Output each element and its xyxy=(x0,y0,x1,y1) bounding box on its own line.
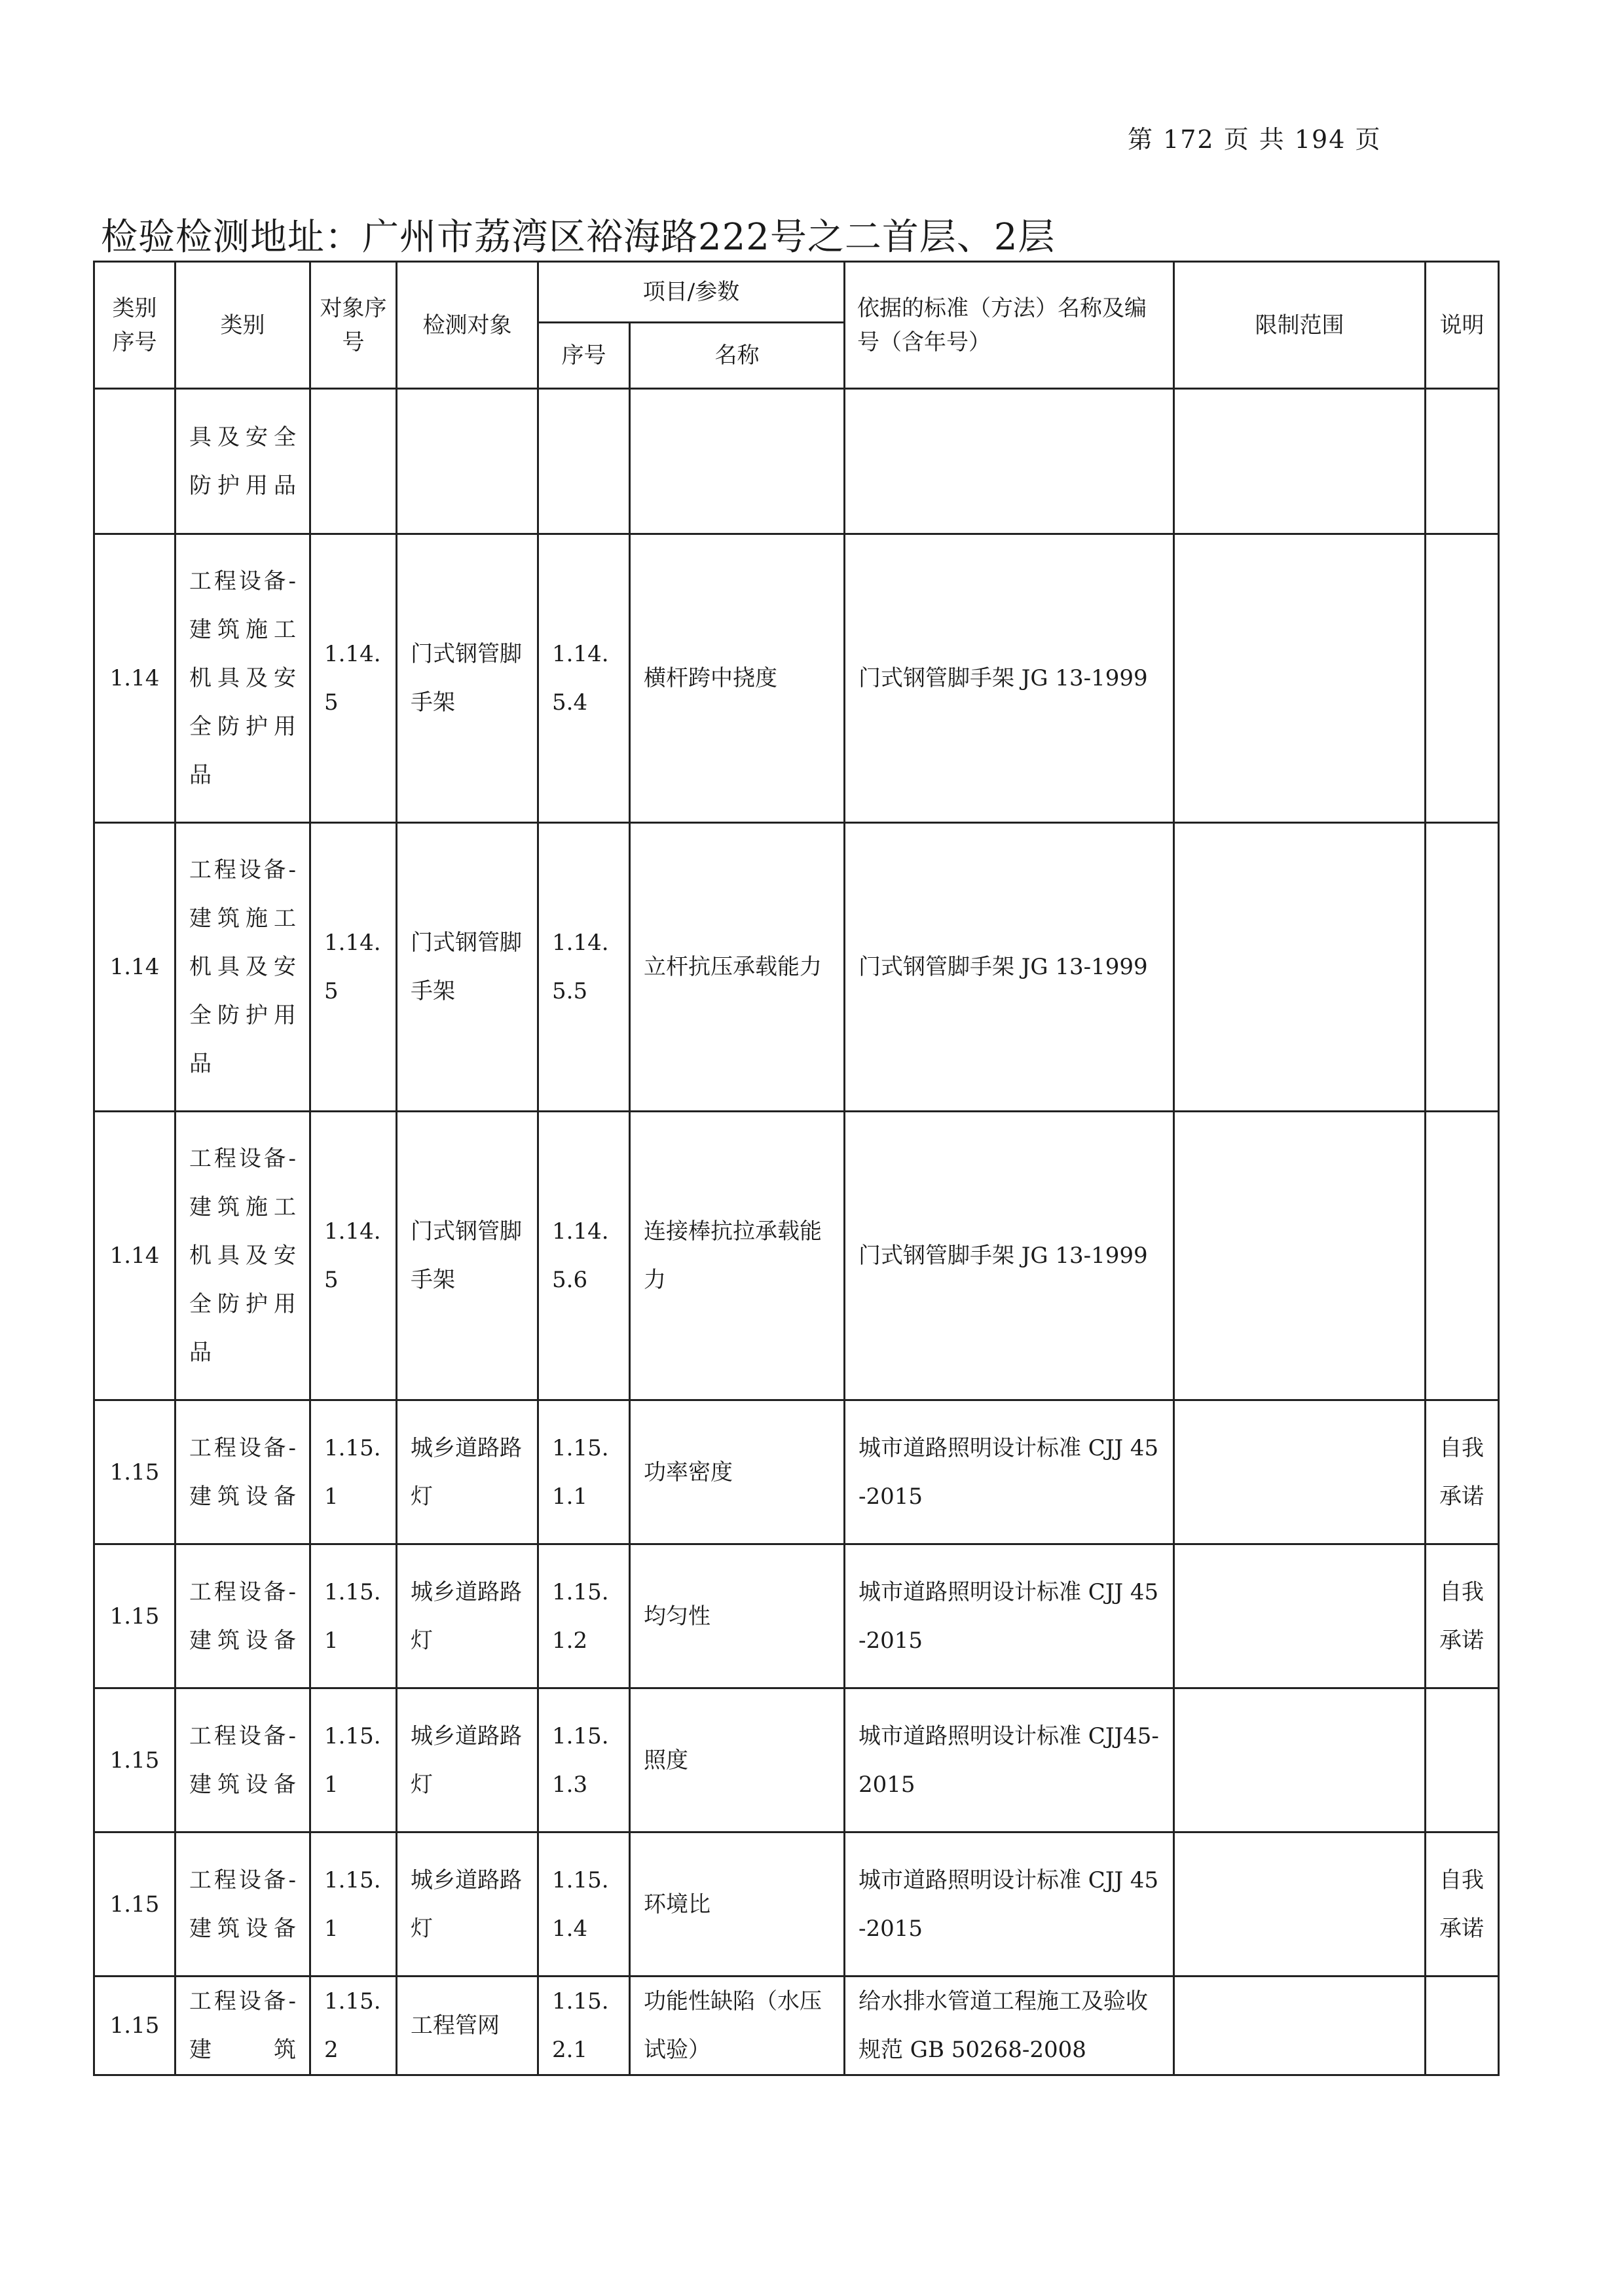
cell-cat-seq: 1.15 xyxy=(94,1832,175,1977)
header-note: 说明 xyxy=(1426,262,1499,389)
cell-cat: 工程设备-建筑设备 xyxy=(175,1832,310,1977)
cell-limit xyxy=(1174,1400,1426,1544)
cell-cat-seq xyxy=(94,389,175,534)
cell-item-seq: 1.14.5.5 xyxy=(538,823,630,1112)
cell-obj-seq: 1.14.5 xyxy=(310,823,397,1112)
table-row xyxy=(94,1977,1499,2075)
table-row xyxy=(94,1400,1499,1544)
cell-obj: 门式钢管脚手架 xyxy=(397,823,538,1112)
cell-obj-seq: 1.14.5 xyxy=(310,1112,397,1400)
cell-limit xyxy=(1174,1977,1426,2075)
cell-standard: 给水排水管道工程施工及验收规范 GB 50268-2008 xyxy=(845,1977,1174,2075)
cell-cat-seq: 1.15 xyxy=(94,1688,175,1832)
cell-cat: 工程设备-建筑施工机具及安全防护用品 xyxy=(175,1112,310,1400)
cell-limit xyxy=(1174,1688,1426,1832)
header-item-name: 名称 xyxy=(630,323,845,389)
cell-item-name: 横杆跨中挠度 xyxy=(630,534,845,823)
header-cat-seq: 类别序号 xyxy=(94,262,175,389)
cell-item-name: 环境比 xyxy=(630,1832,845,1977)
cell-limit xyxy=(1174,1832,1426,1977)
cell-limit xyxy=(1174,823,1426,1112)
cell-obj: 门式钢管脚手架 xyxy=(397,534,538,823)
table-row xyxy=(94,1112,1499,1400)
cell-item-name: 照度 xyxy=(630,1688,845,1832)
cell-obj-seq: 1.15.2 xyxy=(310,1977,397,2075)
cell-note xyxy=(1426,389,1499,534)
cell-obj-seq xyxy=(310,389,397,534)
cell-obj: 城乡道路路灯 xyxy=(397,1688,538,1832)
header-item-group: 项目/参数 xyxy=(538,262,845,323)
cell-note: 自我承诺 xyxy=(1426,1400,1499,1544)
cell-cat: 工程设备-建筑设备 xyxy=(175,1688,310,1832)
cell-cat-seq: 1.14 xyxy=(94,823,175,1112)
cell-cat: 工程设备-建筑 xyxy=(175,1977,310,2075)
cell-note: 自我承诺 xyxy=(1426,1832,1499,1977)
testing-address: 检验检测地址：广州市荔湾区裕海路222号之二首层、2层 xyxy=(101,216,1056,259)
table-row xyxy=(94,534,1499,823)
header-row-1 xyxy=(94,262,1499,323)
cell-item-name: 功能性缺陷（水压试验） xyxy=(630,1977,845,2075)
cell-limit xyxy=(1174,534,1426,823)
cell-item-name xyxy=(630,389,845,534)
table-row xyxy=(94,823,1499,1112)
cell-cat-seq: 1.14 xyxy=(94,1112,175,1400)
cell-standard: 门式钢管脚手架 JG 13-1999 xyxy=(845,823,1174,1112)
cell-item-name: 连接棒抗拉承载能力 xyxy=(630,1112,845,1400)
scope-table xyxy=(93,261,1500,2076)
cell-note xyxy=(1426,1688,1499,1832)
cell-obj-seq: 1.14.5 xyxy=(310,534,397,823)
cell-cat-seq: 1.15 xyxy=(94,1977,175,2075)
cell-item-seq: 1.15.1.2 xyxy=(538,1544,630,1688)
table-row xyxy=(94,1544,1499,1688)
cell-note xyxy=(1426,1977,1499,2075)
cell-item-seq: 1.15.2.1 xyxy=(538,1977,630,2075)
cell-cat-seq: 1.15 xyxy=(94,1544,175,1688)
cell-standard: 城市道路照明设计标准 CJJ 45-2015 xyxy=(845,1832,1174,1977)
page-number: 第 172 页 共 194 页 xyxy=(1128,125,1382,154)
cell-cat-seq: 1.15 xyxy=(94,1400,175,1544)
cell-standard: 城市道路照明设计标准 CJJ 45-2015 xyxy=(845,1400,1174,1544)
cell-cat: 工程设备-建筑施工机具及安全防护用品 xyxy=(175,823,310,1112)
cell-standard: 门式钢管脚手架 JG 13-1999 xyxy=(845,534,1174,823)
cell-standard: 城市道路照明设计标准 CJJ45-2015 xyxy=(845,1688,1174,1832)
cell-standard: 城市道路照明设计标准 CJJ 45-2015 xyxy=(845,1544,1174,1688)
header-standard: 依据的标准（方法）名称及编号（含年号） xyxy=(845,262,1174,389)
cell-cat: 工程设备-建筑施工机具及安全防护用品 xyxy=(175,534,310,823)
cell-item-seq: 1.14.5.4 xyxy=(538,534,630,823)
cell-note: 自我承诺 xyxy=(1426,1544,1499,1688)
cell-item-name: 功率密度 xyxy=(630,1400,845,1544)
cell-cat: 工程设备-建筑设备 xyxy=(175,1544,310,1688)
cell-obj-seq: 1.15.1 xyxy=(310,1400,397,1544)
cell-limit xyxy=(1174,1544,1426,1688)
cell-item-seq xyxy=(538,389,630,534)
cell-item-name: 立杆抗压承载能力 xyxy=(630,823,845,1112)
cell-obj-seq: 1.15.1 xyxy=(310,1544,397,1688)
header-obj: 检测对象 xyxy=(397,262,538,389)
cell-obj: 门式钢管脚手架 xyxy=(397,1112,538,1400)
header-limit: 限制范围 xyxy=(1174,262,1426,389)
cell-limit xyxy=(1174,1112,1426,1400)
cell-item-seq: 1.15.1.3 xyxy=(538,1688,630,1832)
cell-standard xyxy=(845,389,1174,534)
cell-limit xyxy=(1174,389,1426,534)
table-row xyxy=(94,1832,1499,1977)
table-row xyxy=(94,389,1499,534)
cell-item-seq: 1.15.1.1 xyxy=(538,1400,630,1544)
cell-obj: 工程管网 xyxy=(397,1977,538,2075)
cell-item-seq: 1.14.5.6 xyxy=(538,1112,630,1400)
cell-obj-seq: 1.15.1 xyxy=(310,1688,397,1832)
cell-cat: 具及安全防护用品 xyxy=(175,389,310,534)
cell-item-name: 均匀性 xyxy=(630,1544,845,1688)
cell-note xyxy=(1426,1112,1499,1400)
header-cat: 类别 xyxy=(175,262,310,389)
cell-obj xyxy=(397,389,538,534)
cell-obj: 城乡道路路灯 xyxy=(397,1400,538,1544)
cell-obj: 城乡道路路灯 xyxy=(397,1832,538,1977)
cell-note xyxy=(1426,823,1499,1112)
cell-cat: 工程设备-建筑设备 xyxy=(175,1400,310,1544)
cell-obj-seq: 1.15.1 xyxy=(310,1832,397,1977)
cell-cat-seq: 1.14 xyxy=(94,534,175,823)
cell-item-seq: 1.15.1.4 xyxy=(538,1832,630,1977)
cell-obj: 城乡道路路灯 xyxy=(397,1544,538,1688)
cell-note xyxy=(1426,534,1499,823)
table-row xyxy=(94,1688,1499,1832)
header-item-seq: 序号 xyxy=(538,323,630,389)
header-obj-seq: 对象序号 xyxy=(310,262,397,389)
cell-standard: 门式钢管脚手架 JG 13-1999 xyxy=(845,1112,1174,1400)
